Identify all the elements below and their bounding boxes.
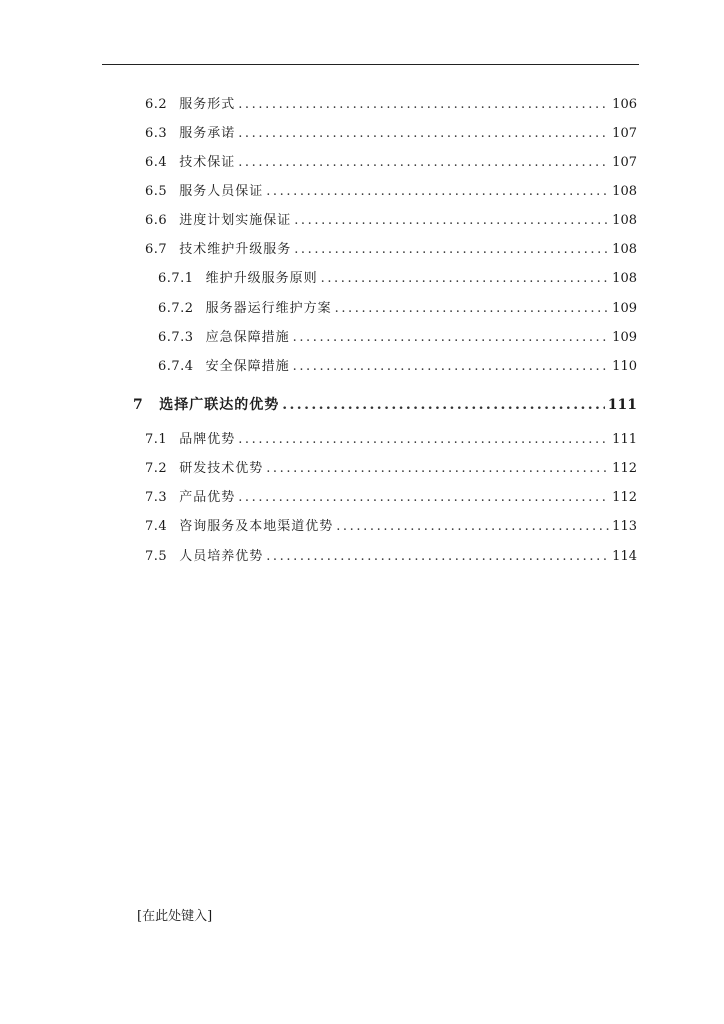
toc-entry-6-7-1[interactable]	[158, 270, 637, 288]
toc-page-number: 112	[612, 490, 637, 505]
toc-page-number: 108	[612, 271, 637, 286]
toc-leader	[266, 460, 609, 478]
toc-entry-7-2[interactable]	[145, 460, 637, 478]
toc-entry-6-3[interactable]	[145, 125, 637, 143]
toc-leader	[282, 396, 605, 414]
toc-title: 进度计划实施保证	[179, 213, 292, 228]
toc-entry-6-7-2[interactable]	[158, 300, 637, 318]
toc-number: 6.7.4	[158, 359, 194, 374]
toc-number: 6.7.2	[158, 301, 194, 316]
toc-entry-6-4[interactable]	[145, 154, 637, 172]
toc-leader	[321, 270, 610, 288]
toc-title: 研发技术优势	[179, 461, 264, 476]
toc-title: 维护升级服务原则	[205, 271, 318, 286]
toc-number: 7.2	[145, 461, 168, 476]
toc-entry-6-7-4[interactable]	[158, 358, 637, 376]
toc-page-number: 108	[612, 184, 637, 199]
toc-title: 服务形式	[179, 97, 236, 112]
toc-title: 选择广联达的优势	[159, 397, 280, 413]
toc-number: 6.7.3	[158, 330, 194, 345]
toc-number: 7	[133, 397, 144, 413]
toc-page-number: 110	[612, 359, 637, 374]
toc-entry-6-6[interactable]	[145, 212, 637, 230]
toc-entry-6-2[interactable]	[145, 96, 637, 114]
toc-number: 6.2	[145, 97, 168, 112]
toc-page-number: 112	[612, 461, 637, 476]
toc-entry-6-7[interactable]	[145, 241, 637, 259]
toc-leader	[238, 154, 609, 172]
toc-number: 6.4	[145, 155, 168, 170]
toc-number: 7.3	[145, 490, 168, 505]
toc-page-number: 111	[612, 432, 637, 447]
toc-number: 7.5	[145, 549, 168, 564]
toc-page-number: 109	[612, 330, 637, 345]
toc-title: 服务人员保证	[179, 184, 264, 199]
toc-title: 技术保证	[179, 155, 236, 170]
toc-page-number: 108	[612, 242, 637, 257]
toc-page-number: 107	[612, 155, 637, 170]
toc-leader	[266, 183, 609, 201]
toc-title: 产品优势	[179, 490, 236, 505]
toc-leader	[238, 431, 609, 449]
toc-leader	[266, 548, 609, 566]
toc-number: 7.4	[145, 519, 168, 534]
toc-title: 品牌优势	[179, 432, 236, 447]
toc-leader	[238, 489, 609, 507]
toc-title: 应急保障措施	[205, 330, 290, 345]
toc-page-number: 114	[612, 549, 637, 564]
toc-leader	[238, 96, 609, 114]
toc-leader	[294, 212, 609, 230]
toc-page-number: 109	[612, 301, 637, 316]
toc-page-number: 108	[612, 213, 637, 228]
toc-leader	[293, 358, 610, 376]
toc-entry-7-3[interactable]	[145, 489, 637, 507]
toc-entry-7[interactable]	[133, 396, 637, 414]
toc-leader	[294, 241, 609, 259]
toc-title: 服务器运行维护方案	[205, 301, 332, 316]
toc-leader	[335, 300, 610, 318]
toc-page-number: 113	[612, 519, 637, 534]
toc-page-number: 111	[607, 397, 637, 413]
toc-leader	[336, 518, 609, 536]
toc-title: 技术维护升级服务	[179, 242, 292, 257]
toc-leader	[293, 329, 610, 347]
toc-number: 6.7	[145, 242, 168, 257]
toc-title: 人员培养优势	[179, 549, 264, 564]
toc-page-number: 107	[612, 126, 637, 141]
toc-page-number: 106	[612, 97, 637, 112]
toc-number: 6.3	[145, 126, 168, 141]
toc-number: 6.5	[145, 184, 168, 199]
toc-title: 服务承诺	[179, 126, 236, 141]
footer-placeholder[interactable]: [在此处键入]	[137, 909, 213, 924]
toc-number: 7.1	[145, 432, 168, 447]
toc-title: 安全保障措施	[205, 359, 290, 374]
toc-entry-6-7-3[interactable]	[158, 329, 637, 347]
toc-entry-6-5[interactable]	[145, 183, 637, 201]
toc-entry-7-1[interactable]	[145, 431, 637, 449]
toc-number: 6.7.1	[158, 271, 194, 286]
toc-title: 咨询服务及本地渠道优势	[179, 519, 334, 534]
toc-leader	[238, 125, 609, 143]
toc-entry-7-5[interactable]	[145, 548, 637, 566]
toc-entry-7-4[interactable]	[145, 518, 637, 536]
toc-number: 6.6	[145, 213, 168, 228]
